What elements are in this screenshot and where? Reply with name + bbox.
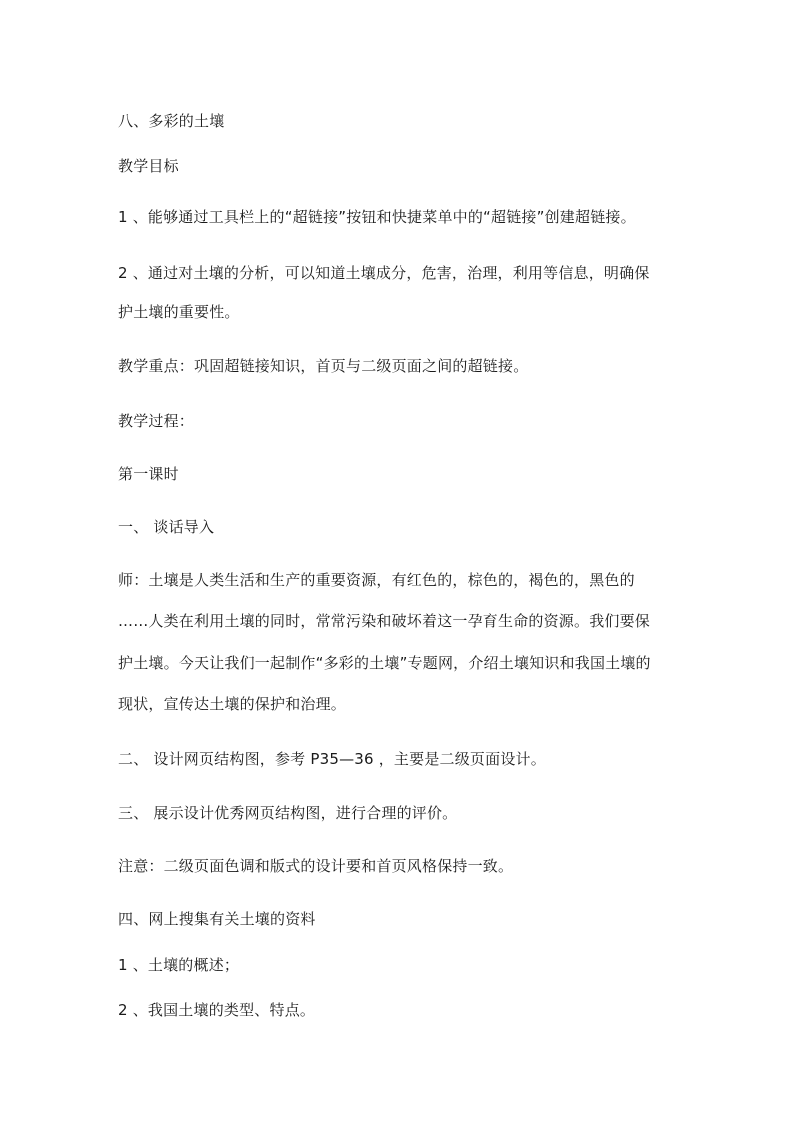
section-4-heading: 四、网上搜集有关土壤的资料 xyxy=(118,910,316,928)
objective-1: 1 、能够通过工具栏上的“超链接”按钮和快捷菜单中的“超链接”创建超链接。 xyxy=(118,208,636,226)
objectives-heading: 教学目标 xyxy=(118,157,179,175)
key-point: 教学重点：巩固超链接知识，首页与二级页面之间的超链接。 xyxy=(118,357,529,375)
objective-2-line-1: 2 、通过对土壤的分析，可以知道土壤成分，危害，治理，利用等信息，明确保 xyxy=(118,264,650,282)
teacher-paragraph-line-4: 现状，宣传达土壤的保护和治理。 xyxy=(118,695,347,713)
lesson-1-heading: 第一课时 xyxy=(118,465,179,483)
process-heading: 教学过程： xyxy=(118,412,195,430)
objective-2-line-2: 护土壤的重要性。 xyxy=(118,303,240,321)
teacher-paragraph-line-1: 师：土壤是人类生活和生产的重要资源，有红色的，棕色的，褐色的，黑色的 xyxy=(118,571,635,589)
teacher-paragraph-line-2: ……人类在利用土壤的同时，常常污染和破坏着这一孕育生命的资源。我们要保 xyxy=(118,612,651,630)
section-1-heading: 一、 谈话导入 xyxy=(118,518,215,536)
section-3-heading: 三、 展示设计优秀网页结构图，进行合理的评价。 xyxy=(118,804,458,822)
note: 注意：二级页面色调和版式的设计要和首页风格保持一致。 xyxy=(118,857,514,875)
list-item-2: 2 、我国土壤的类型、特点。 xyxy=(118,1001,316,1019)
teacher-paragraph-line-3: 护土壤。今天让我们一起制作“多彩的土壤”专题网，介绍土壤知识和我国土壤的 xyxy=(118,654,651,672)
list-item-1: 1 、土壤的概述； xyxy=(118,956,240,974)
section-2-heading: 二、 设计网页结构图，参考 P35—36 ，主要是二级页面设计。 xyxy=(118,750,546,768)
document-title: 八、多彩的土壤 xyxy=(118,112,225,130)
